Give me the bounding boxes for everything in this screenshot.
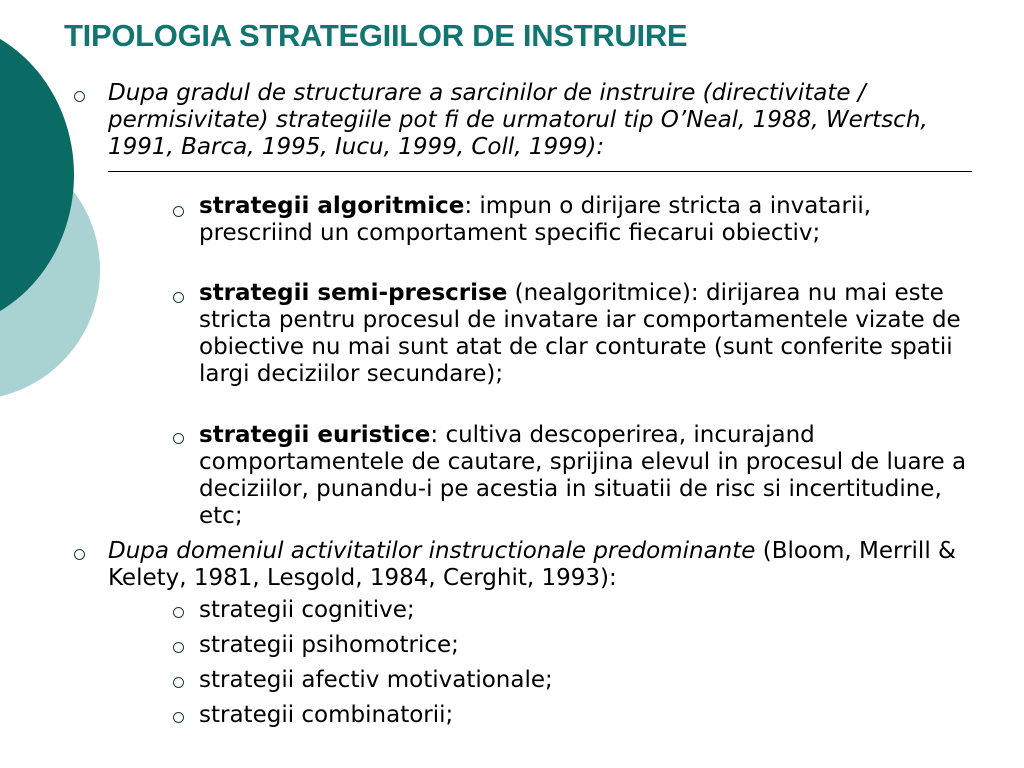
bullet-icon [173,677,184,688]
sub-bullet-text: strategii semi-prescrise (nealgoritmice): dirijarea nu mai este stricta pentru procesul de invatare iar comportamentele vizate de obiective nu mai sunt atat de clar conturate (sunt conferite spatii largi deciziilor secundare); [199,280,961,387]
slide-title: TIPOLOGIA STRATEGIILOR DE INSTRUIRE [64,18,688,53]
bullet-icon [173,642,184,653]
bullet-icon [74,549,85,560]
bullet-icon [173,292,184,303]
list-item: strategii psihomotrice; [199,632,459,658]
bullet-icon [173,712,184,723]
list-item: strategii cognitive; [199,597,415,623]
bullet-text: Dupa gradul de structurare a sarcinilor de instruire (directivitate / permisivitate) strategiile pot fi de urmatorul tip O’Neal, 1988, Wertsch, 1991, Barca, 1995, Iucu, 1999, Coll, 1999): [108,80,928,160]
sub-bullet-text: strategii euristice: cultiva descoperirea, incurajand comportamentele de cautare, sprijina elevul in procesul de luare a deciziilor, punandu-i pe acestia in situatii de risc si incertitudine, etc; [199,422,967,529]
bullet-icon [173,206,184,217]
bullet-icon [74,91,85,102]
bullet-text: Dupa domeniul activitatilor instructionale predominante (Bloom, Merrill & Kelety, 1981, Lesgold, 1984, Cerghit, 1993): [108,538,956,591]
sub-bullet-text: strategii algoritmice: impun o dirijare stricta a invatarii, prescriind un comportament specific fiecarui obiectiv; [199,193,872,246]
bullet-icon [173,607,184,618]
list-item: strategii afectiv motivationale; [199,667,553,693]
divider-line [108,171,972,172]
list-item: strategii combinatorii; [199,702,454,728]
bullet-icon [173,433,184,444]
